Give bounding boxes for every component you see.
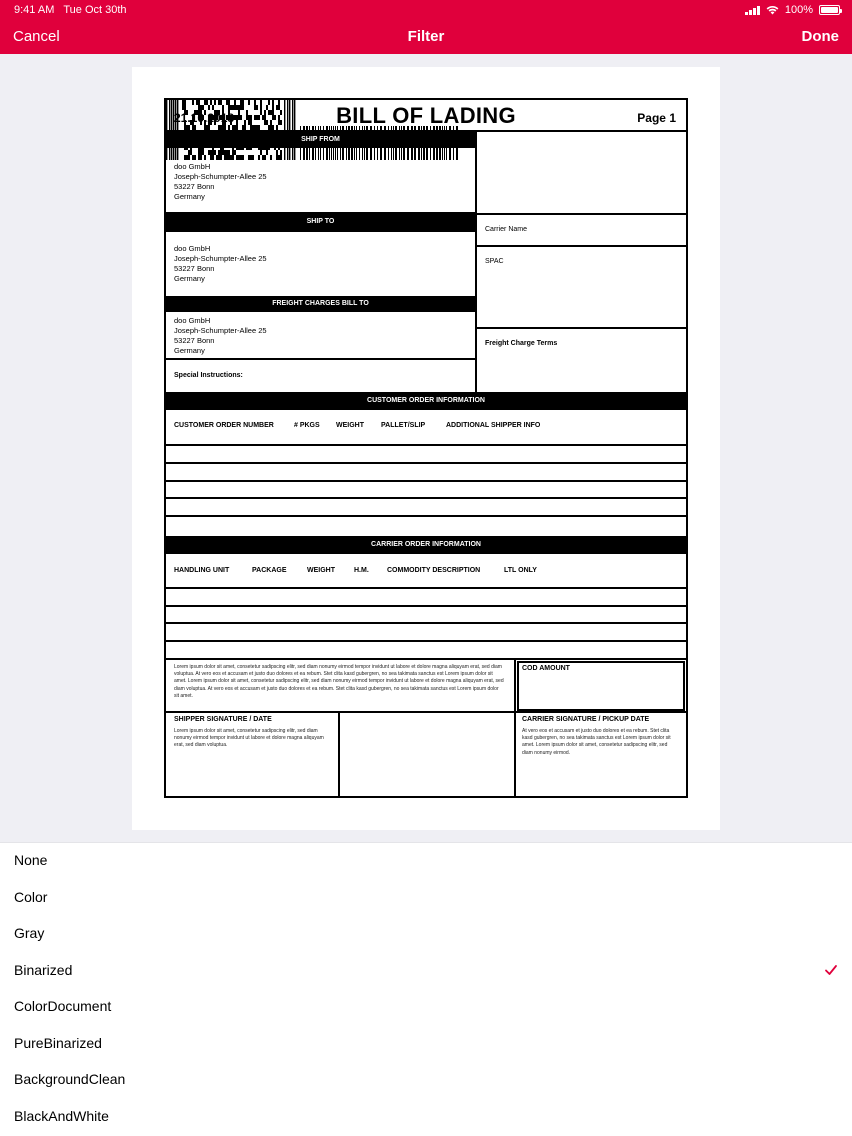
freight-charge-terms-label: Freight Charge Terms (485, 340, 558, 347)
address-line: doo GmbH (174, 244, 211, 253)
table-row-line (166, 497, 686, 499)
table-row-line (166, 658, 686, 660)
column-header: # PKGS (294, 422, 320, 429)
address-line: 53227 Bonn (174, 182, 215, 191)
carrier-signature-text: At vero eos et accusam et justo duo dolores et ea rebum. Stet clita kasd gubergren, no sea takimata sanctus est Lorem ipsum dolor sit amet. Lorem ipsum dolor sit amet, consetetur sadipscing elitr, sed diam nonumy eirmod. (522, 728, 671, 756)
freight-bill-to-header: FREIGHT CHARGES BILL TO (166, 296, 475, 312)
table-row-line (166, 515, 686, 517)
filter-option-purebinarized[interactable] (0, 1026, 852, 1062)
checkmark-icon (824, 963, 838, 977)
filter-option-label: ColorDocument (14, 998, 112, 1014)
document-page (132, 67, 720, 830)
document-date: 21.10.2018 (174, 111, 235, 125)
status-indicators (745, 4, 840, 16)
status-time (14, 4, 127, 16)
filter-option-label: BackgroundClean (14, 1071, 126, 1087)
table-row-line (166, 480, 686, 482)
column-header: WEIGHT (336, 422, 364, 429)
special-instructions-label: Special Instructions: (174, 372, 243, 379)
divider (338, 711, 340, 798)
address-line: doo GmbH (174, 316, 211, 325)
shipper-signature-label: SHIPPER SIGNATURE / DATE (174, 716, 272, 723)
divider (166, 711, 686, 713)
filter-option-binarized[interactable] (0, 953, 852, 989)
customer-order-columns (174, 422, 684, 432)
column-header: COMMODITY DESCRIPTION (387, 567, 481, 574)
filter-option-gray[interactable] (0, 916, 852, 952)
column-header: H.M. (354, 567, 369, 574)
address-line: 53227 Bonn (174, 264, 215, 273)
carrier-name-label: Carrier Name (485, 226, 528, 233)
table-row-line (166, 462, 686, 464)
address-line: doo GmbH (174, 162, 211, 171)
battery-percent: 100% (784, 4, 813, 16)
filter-option-label: Color (14, 889, 48, 905)
address-line: Joseph-Schumpter-Allee 25 (174, 172, 267, 181)
filter-option-label: Binarized (14, 962, 73, 978)
terms-text: Lorem ipsum dolor sit amet, consetetur sadipscing elitr, sed diam nonumy eirmod tempor invidunt ut labore et dolore magna aliquyam erat, sed diam voluptua. At vero eos et accusam et justo duo dolores et ea rebum. Stet clita kasd gubergren, no sea takimata sanctus est Lorem ipsum dolor sit amet. Lorem ipsum dolor sit amet, consetetur sadipscing elitr, sed diam nonumy eirmod tempor invidunt ut labore et dolore magna aliquyam erat, sed diam voluptua. At vero eos et accusam et justo duo dolores et ea rebum. Stet clita kasd gubergren, no sea takimata sanctus est Lorem ipsum dolor sit amet. (174, 664, 504, 699)
table-row-line (166, 605, 686, 607)
filter-option-label: None (14, 852, 48, 868)
filter-option-color[interactable] (0, 880, 852, 916)
divider (166, 230, 475, 232)
table-row-line (166, 640, 686, 642)
divider (477, 213, 686, 215)
table-row-line (166, 444, 686, 446)
divider (477, 327, 686, 329)
ship-from-header: SHIP FROM (166, 132, 475, 148)
document-preview-area (0, 54, 852, 842)
column-header: LTL ONLY (504, 567, 537, 574)
status-bar (0, 3, 852, 19)
column-header: ADDITIONAL SHIPPER INFO (446, 422, 541, 429)
shipper-signature-text: Lorem ipsum dolor sit amet, consetetur sadipscing elitr, sed diam nonumy eirmod tempor invidunt ut labore et dolore magna aliquyam erat, sed diam voluptua. (174, 728, 324, 749)
column-header: PALLET/SLIP (381, 422, 426, 429)
address-line: Germany (174, 192, 205, 201)
column-header: WEIGHT (307, 567, 335, 574)
filter-title: Filter (407, 28, 445, 45)
filter-option-label: Gray (14, 925, 45, 941)
filter-option-blackandwhite[interactable] (0, 1099, 852, 1135)
cancel-button[interactable]: Cancel (13, 28, 60, 45)
bill-of-lading-form (164, 98, 688, 798)
divider (166, 358, 475, 360)
column-header: HANDLING UNIT (174, 567, 230, 574)
address-line: Joseph-Schumpter-Allee 25 (174, 254, 267, 263)
address-line: Germany (174, 346, 205, 355)
table-row-line (166, 587, 686, 589)
battery-icon (819, 5, 840, 15)
divider (477, 245, 686, 247)
carrier-signature-label: CARRIER SIGNATURE / PICKUP DATE (522, 716, 650, 723)
filter-option-colordocument[interactable] (0, 989, 852, 1025)
ship-from-address (174, 162, 267, 202)
status-clock: 9:41 AM (14, 4, 55, 16)
filter-option-label: PureBinarized (14, 1035, 102, 1051)
filter-option-backgroundclean[interactable] (0, 1062, 852, 1098)
cellular-signal-icon (745, 6, 760, 15)
filter-options-list (0, 842, 852, 1136)
spac-label: SPAC (485, 258, 504, 265)
address-line: Joseph-Schumpter-Allee 25 (174, 326, 267, 335)
nav-title (0, 28, 852, 45)
column-header: CUSTOMER ORDER NUMBER (174, 422, 274, 429)
page-number: Page 1 (637, 111, 676, 125)
status-date: Tue Oct 30th (63, 4, 127, 16)
nav-header (0, 0, 852, 54)
freight-bill-to-address (174, 316, 267, 356)
filter-option-label: BlackAndWhite (14, 1108, 109, 1124)
address-line: 53227 Bonn (174, 336, 215, 345)
carrier-order-header: CARRIER ORDER INFORMATION (166, 536, 686, 554)
ship-to-header: SHIP TO (166, 214, 475, 230)
address-line: Germany (174, 274, 205, 283)
customer-order-header: CUSTOMER ORDER INFORMATION (166, 392, 686, 410)
wifi-icon (766, 5, 779, 15)
document-title: BILL OF LADING (336, 103, 516, 128)
carrier-order-columns (174, 567, 684, 577)
divider (514, 658, 516, 798)
ship-to-address (174, 244, 267, 284)
table-row-line (166, 622, 686, 624)
divider (475, 130, 477, 392)
done-button[interactable]: Done (801, 28, 839, 45)
filter-option-none[interactable] (0, 843, 852, 879)
cod-amount-label: COD AMOUNT (522, 665, 570, 672)
column-header: PACKAGE (252, 567, 287, 574)
